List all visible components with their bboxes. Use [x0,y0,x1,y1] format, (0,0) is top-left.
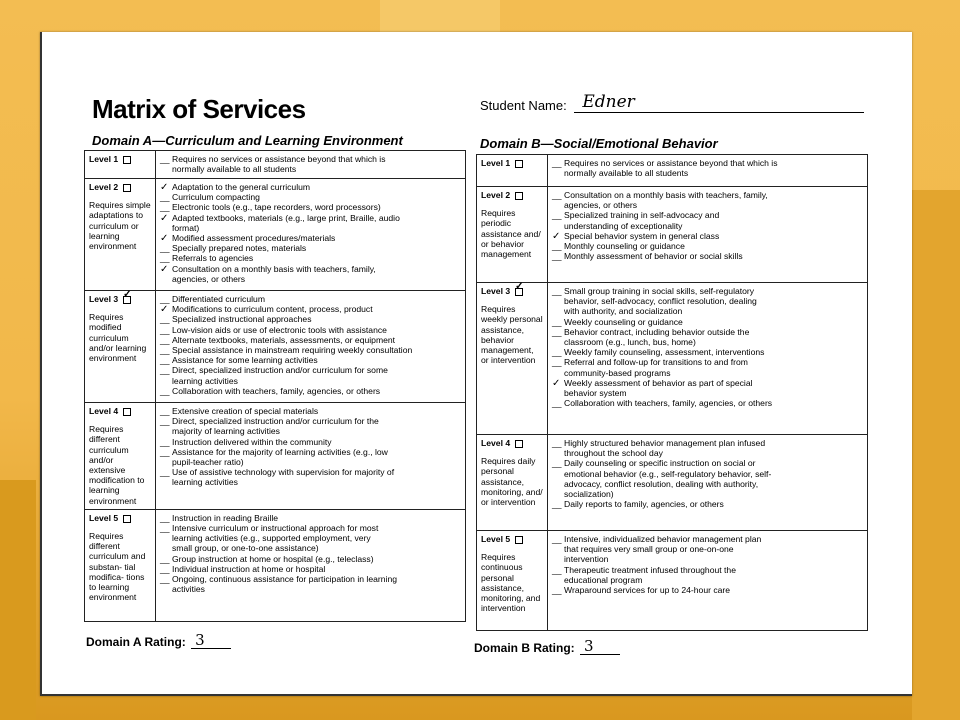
level-checkbox[interactable] [515,440,523,448]
service-item-continued [552,368,863,378]
service-text: Daily reports to family, agencies, or others [564,499,724,510]
level-description: Requires different curriculum and/or extensive modification to learning environment [89,424,145,506]
service-text: emotional behavior (e.g., self-regulatory behavior, self- [564,468,772,479]
service-item-continued [552,200,863,210]
service-item-continued [552,489,863,499]
level-description: Requires continuous personal assistance, monitoring, and intervention [481,552,541,614]
level-label: Level 4 [481,438,511,448]
service-checkmark-blank: __ [552,499,562,510]
service-item[interactable] [160,304,461,314]
level-heading [89,513,151,523]
service-checkmark-blank [160,264,172,274]
page-edge-left [40,32,42,696]
service-text: with authority, and socialization [564,306,683,317]
service-item-continued [552,388,863,398]
domain-a-rating-value: 3 [195,631,205,649]
service-checkmark-blank: __ [160,192,170,203]
service-checkmark-blank: __ [160,365,170,376]
level-checkbox[interactable] [515,536,523,544]
domain-a-title: Domain A—Curriculum and Learning Environment [92,133,403,148]
service-text: Adapted textbooks, materials (e.g., large print, Braille, audio [172,212,400,223]
service-text: Consultation on a monthly basis with teachers, family, [564,190,768,200]
service-checkmark-blank: __ [552,286,562,296]
service-text: socialization) [564,489,614,500]
service-item-continued [552,469,863,479]
level-heading [481,158,543,168]
service-checkmark-blank: __ [552,398,562,409]
level-cell [477,435,548,531]
service-text: Differentiated curriculum [172,294,265,304]
service-text: pupil-teacher ratio) [172,457,244,468]
service-text: Specially prepared notes, materials [172,243,307,254]
service-text: Modified assessment procedures/materials [172,233,336,244]
service-checkmark-blank: __ [552,347,562,358]
domain-a-rating-label: Domain A Rating: [86,635,186,649]
service-item[interactable] [160,154,461,164]
level-heading [89,154,151,164]
service-item[interactable] [160,294,461,304]
service-text: Referral and follow-up for transitions to and from [564,357,748,368]
service-checkmark-blank [160,304,172,314]
service-text: behavior, self-advocacy, conflict resolution, dealing [564,296,757,307]
service-text: Weekly family counseling, assessment, interventions [564,347,765,358]
service-text: Behavior contract, including behavior outside the [564,326,750,337]
service-checkmark-blank: __ [160,202,170,213]
student-name-field [480,92,864,113]
service-text: Electronic tools (e.g., tape recorders, word processors) [172,202,381,213]
service-text: Assistance for some learning activities [172,355,318,366]
level-heading [481,286,543,296]
service-text: Alternate textbooks, materials, assessments, or equipment [172,334,396,345]
service-item[interactable] [160,416,461,426]
service-text: Individual instruction at home or hospital [172,563,326,574]
service-item[interactable] [160,467,461,477]
service-text: Requires no services or assistance beyond that which is [564,158,778,168]
service-item-continued [552,575,863,585]
service-item-continued [160,223,461,233]
level-row [85,509,466,621]
service-checkmark-blank [552,231,564,241]
service-item[interactable] [160,406,461,416]
level-checkbox[interactable] [515,288,523,296]
level-description: Requires periodic assistance and/ or behavior management [481,208,541,260]
domain-b-rating-line [580,637,620,655]
domain-a-rating [86,631,231,649]
level-row [85,403,466,510]
level-label: Level 3 [481,286,511,296]
level-checkbox[interactable] [123,184,131,192]
services-cell [156,291,466,403]
service-text: Collaboration with teachers, family, agencies, or others [172,385,381,396]
level-description: Requires daily personal assistance, monitoring, and/ or intervention [481,456,543,508]
service-item-continued [552,221,863,231]
service-text: Monthly counseling or guidance [564,241,685,252]
service-item[interactable] [552,565,863,575]
service-item-continued [552,296,863,306]
student-name-line [574,92,864,113]
service-text: Intensive, individualized behavior management plan [564,534,762,544]
service-text: Weekly counseling or guidance [564,316,683,327]
service-text: small group, or one-to-one assistance) [172,543,319,554]
service-checkmark-blank [160,233,172,243]
service-checkmark-blank: __ [160,345,170,356]
service-text: Consultation on a monthly basis with teachers, family, [172,263,376,274]
service-text: Ongoing, continuous assistance for participation in learning [172,574,398,585]
background-highlight [380,0,500,32]
domain-a-matrix [84,150,466,622]
service-checkmark-blank: __ [552,190,562,200]
service-item[interactable] [160,386,461,396]
service-item[interactable] [552,286,863,296]
service-checkmark-blank: __ [552,158,562,168]
service-checkmark-blank: __ [160,314,170,325]
services-cell [156,179,466,291]
level-description: Requires simple adaptations to curriculum or learning environment [89,200,151,252]
service-checkmark-blank: __ [160,574,170,585]
service-item[interactable] [160,264,461,274]
service-item[interactable] [160,243,461,253]
service-item-continued [160,457,461,467]
service-text: Assistance for the majority of learning activities (e.g., low [172,446,388,457]
service-item[interactable] [552,231,863,241]
service-checkmark-blank: __ [552,357,562,368]
service-text: agencies, or others [172,273,246,284]
service-item[interactable] [552,458,863,468]
service-checkmark-blank: __ [160,512,170,523]
service-checkmark-blank: __ [160,467,170,478]
service-item[interactable] [552,378,863,388]
service-checkmark-blank: __ [552,585,562,596]
level-row [477,531,868,631]
service-item-continued [552,306,863,316]
service-text: Special behavior system in general class [564,230,720,241]
level-heading [89,182,151,192]
service-text: majority of learning activities [172,426,280,437]
level-cell [477,187,548,283]
services-cell [548,187,868,283]
service-checkmark-blank: __ [160,553,170,564]
level-checkbox[interactable] [515,192,523,200]
service-text: Direct, specialized instruction and/or curriculum for some [172,365,388,376]
service-text: Low-vision aids or use of electronic tools with assistance [172,324,387,335]
services-cell [548,155,868,187]
level-heading [89,294,151,304]
service-text: Weekly assessment of behavior as part of special [564,377,753,388]
service-text: Referrals to agencies [172,253,254,264]
level-heading [89,406,151,416]
service-item[interactable] [160,233,461,243]
service-text: understanding of exceptionality [564,220,683,231]
level-description: Requires modified curriculum and/or learning environment [89,312,147,364]
level-row [85,179,466,291]
level-checkbox[interactable] [515,160,523,168]
level-cell [85,403,156,510]
service-checkmark-blank: __ [552,251,562,262]
service-checkmark-blank: __ [552,458,562,469]
service-text: Instruction delivered within the community [172,436,332,447]
service-item-continued [552,554,863,564]
service-item-continued [160,533,461,543]
document-title: Matrix of Services [92,94,306,124]
level-heading [481,534,543,544]
service-checkmark-blank [160,213,172,223]
domain-b-rating-value: 3 [584,637,594,655]
level-row [477,155,868,187]
level-checkbox[interactable] [123,156,131,164]
service-item[interactable] [160,574,461,584]
service-item[interactable] [160,325,461,335]
service-item[interactable] [160,182,461,192]
service-item[interactable] [160,253,461,263]
level-label: Level 3 [89,294,119,304]
service-text: that requires very small group or one-on-one [564,544,734,555]
service-checkmark-blank: __ [552,241,562,252]
service-checkmark-blank: __ [160,253,170,264]
service-text: learning activities [172,375,238,386]
service-item-continued [552,168,863,178]
service-item[interactable] [552,327,863,337]
service-checkmark-blank: __ [160,385,170,396]
background-band-left [0,480,36,720]
level-cell [85,151,156,179]
service-checkmark-blank: __ [160,294,170,304]
level-cell [477,531,548,631]
service-text: learning activities [172,477,238,488]
level-description: Requires weekly personal assistance, behavior management, or intervention [481,304,543,366]
service-item-continued [160,477,461,487]
service-item-continued [160,376,461,386]
service-item-continued [160,274,461,284]
service-checkmark-blank: __ [160,355,170,366]
service-item[interactable] [160,554,461,564]
service-item[interactable] [552,241,863,251]
service-text: Group instruction at home or hospital (e.g., teleclass) [172,553,374,564]
service-item[interactable] [160,335,461,345]
service-text: Wraparound services for up to 24-hour care [564,585,731,596]
service-text: Intensive curriculum or instructional approach for most [172,523,379,534]
service-checkmark-blank [160,182,172,192]
scanned-document [40,32,912,696]
service-item[interactable] [160,365,461,375]
service-item[interactable] [160,447,461,457]
level-checkbox[interactable] [123,408,131,416]
service-item[interactable] [160,513,461,523]
level-label: Level 5 [89,512,119,523]
service-checkmark-blank: __ [552,316,562,327]
service-checkmark-blank: __ [160,243,170,254]
level-label: Level 1 [89,154,119,164]
service-item[interactable] [552,398,863,408]
service-text: intervention [564,554,609,565]
service-checkmark-blank: __ [160,154,170,164]
services-cell [548,283,868,435]
service-item-continued [552,479,863,489]
service-text: normally available to all students [172,164,297,175]
service-text: Requires no services or assistance beyond that which is [172,154,386,164]
level-heading [481,438,543,448]
service-checkmark-blank: __ [160,416,170,427]
service-item[interactable] [552,190,863,200]
service-checkmark-blank: __ [552,534,562,544]
level-row [477,435,868,531]
level-cell [85,291,156,403]
service-item-continued [160,543,461,553]
service-text: Modifications to curriculum content, process, product [172,304,373,315]
service-item[interactable] [552,317,863,327]
service-item[interactable] [552,499,863,509]
service-item[interactable] [552,357,863,367]
level-row [477,187,868,283]
service-text: Curriculum compacting [172,192,260,203]
domain-b-matrix [476,154,868,631]
service-checkmark-blank: __ [160,523,170,534]
service-checkmark-blank: __ [160,563,170,574]
service-item-continued [160,584,461,594]
service-text: community-based programs [564,367,671,378]
service-checkmark-blank: __ [552,326,562,337]
student-name-value: Edner [582,92,635,112]
level-label: Level 1 [481,158,511,168]
background-band-right [912,190,960,720]
service-checkmark-blank: __ [552,438,562,448]
service-text: Small group training in social skills, self-regulatory [564,286,755,296]
service-text: Specialized training in self-advocacy and [564,210,720,221]
level-description: Requires different curriculum and substan- tial modifica- tions to learning environment [89,531,146,603]
service-item[interactable] [160,314,461,324]
service-text: Special assistance in mainstream requiring weekly consultation [172,345,413,356]
student-name-label: Student Name: [480,98,567,113]
service-text: Daily counseling or specific instruction on social or [564,458,756,469]
service-text: Collaboration with teachers, family, agencies, or others [564,398,773,409]
service-item[interactable] [552,251,863,261]
service-checkmark-blank [552,378,564,388]
level-cell [477,283,548,435]
service-text: Direct, specialized instruction and/or curriculum for the [172,416,379,427]
domain-b-title: Domain B—Social/Emotional Behavior [480,136,718,151]
service-text: Adaptation to the general curriculum [172,182,311,192]
service-text: advocacy, conflict resolution, dealing with authority, [564,478,759,489]
level-checkbox[interactable] [123,296,131,304]
services-cell [548,435,868,531]
service-text: throughout the school day [564,448,663,459]
service-item[interactable] [552,210,863,220]
level-cell [477,155,548,187]
service-text: Specialized instructional approaches [172,314,312,325]
service-item-continued [552,448,863,458]
service-item[interactable] [160,437,461,447]
service-item-continued [552,544,863,554]
service-item[interactable] [160,564,461,574]
service-item-continued [160,164,461,174]
service-checkmark-blank: __ [160,324,170,335]
service-item[interactable] [160,192,461,202]
service-item[interactable] [552,158,863,168]
level-row [85,291,466,403]
service-checkmark-blank: __ [160,446,170,457]
domain-b-rating [474,637,620,655]
service-text: activities [172,584,205,595]
service-text: Use of assistive technology with supervision for majority of [172,467,395,478]
service-text: Therapeutic treatment infused throughout the [564,564,736,575]
level-label: Level 4 [89,406,119,416]
services-cell [156,151,466,179]
level-label: Level 2 [481,190,511,200]
service-item[interactable] [160,355,461,365]
service-item[interactable] [552,585,863,595]
services-cell [548,531,868,631]
service-text: Monthly assessment of behavior or social skills [564,251,743,262]
page-edge-bottom [40,694,912,696]
service-text: behavior system [564,388,627,399]
service-text: educational program [564,574,643,585]
service-item[interactable] [552,438,863,448]
service-text: Highly structured behavior management plan infused [564,438,766,448]
service-checkmark-blank: __ [160,334,170,345]
level-cell [85,179,156,291]
domain-b-rating-label: Domain B Rating: [474,641,575,655]
services-cell [156,403,466,510]
service-text: Extensive creation of special materials [172,406,319,416]
service-item-continued [552,337,863,347]
service-item[interactable] [160,523,461,533]
service-item[interactable] [160,202,461,212]
level-row [477,283,868,435]
level-cell [85,509,156,621]
service-text: agencies, or others [564,200,638,211]
service-checkmark-blank: __ [160,436,170,447]
service-item[interactable] [552,347,863,357]
service-text: format) [172,222,200,233]
level-heading [481,190,543,200]
service-text: Instruction in reading Braille [172,512,279,523]
service-checkmark-blank: __ [160,406,170,416]
service-checkmark-blank: __ [552,210,562,221]
service-item[interactable] [552,534,863,544]
service-item[interactable] [160,213,461,223]
service-text: normally available to all students [564,168,689,179]
service-text: classroom (e.g., lunch, bus, home) [564,337,696,348]
service-item[interactable] [160,345,461,355]
level-label: Level 2 [89,182,119,192]
service-item-continued [160,426,461,436]
level-row [85,151,466,179]
services-cell [156,509,466,621]
level-label: Level 5 [481,534,511,544]
service-checkmark-blank: __ [552,564,562,575]
domain-a-rating-line [191,631,231,649]
level-checkbox[interactable] [123,515,131,523]
service-text: learning activities (e.g., supported employment, very [172,533,371,544]
